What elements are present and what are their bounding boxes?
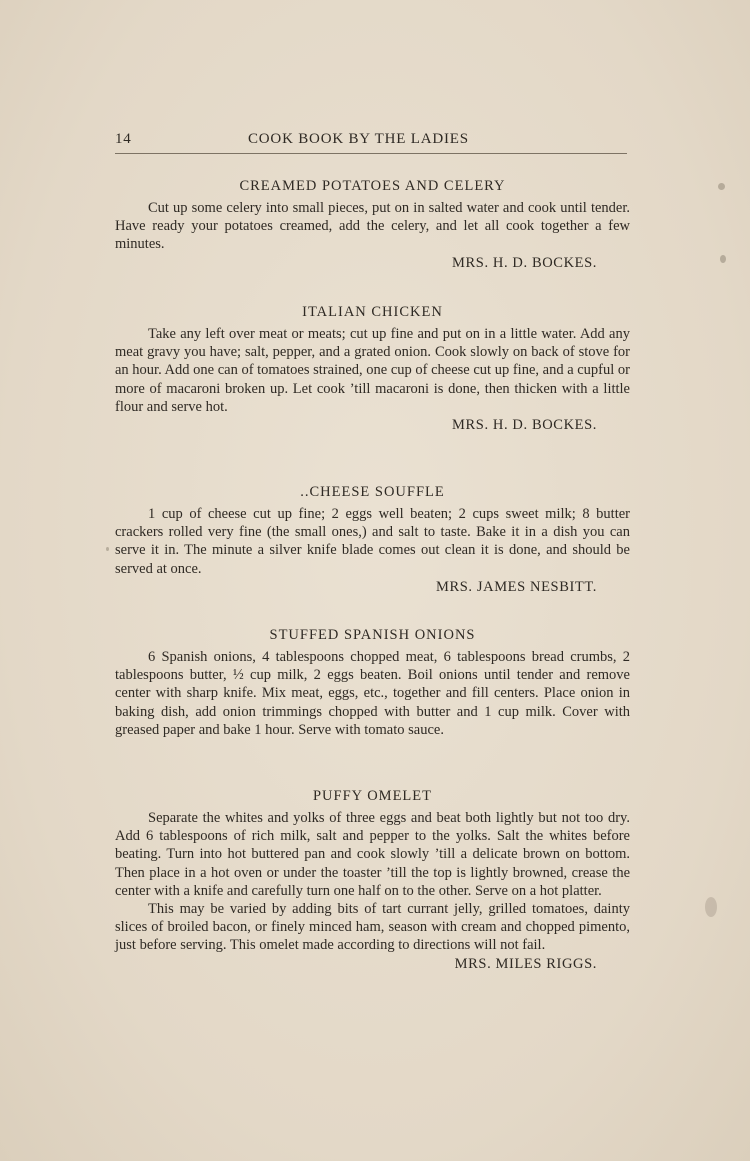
recipe-cheese-souffle [115, 484, 630, 596]
page-number: 14 [115, 131, 132, 147]
recipe-text: Separate the whites and yolks of three eggs and beat both lightly but not too dry. Add 6 tablespoons of rich milk, salt and pepper to the yolks. Salt the whites before beating. Turn into hot buttered pan and cook slowly ’till a delicate brown on bottom. Then place in a hot oven or under the toaster ’till the top is lightly browned, crease the center with a knife and carefully turn one half on to the other. Serve on a hot platter. [115, 810, 630, 899]
recipe-title: ITALIAN CHICKEN [302, 304, 443, 320]
paper-blemish [720, 255, 726, 263]
recipe-title: PUFFY OMELET [312, 788, 432, 804]
recipe-title: ..CHEESE SOUFFLE [300, 484, 445, 500]
recipe-text: Take any left over meat or meats; cut up fine and put on in a little water. Add any meat gravy you have; salt, pepper, and a grated onion. Cook slowly on back of stove for an hour. Add one can of tomatoes strained, one cup of cheese cut up fine, and a cupful or more of macaroni broken up. Let cook ’till macaroni is done, then thicken with a little flour and serve hot. [115, 326, 630, 415]
recipe-author: MRS. JAMES NESBITT. [436, 578, 597, 595]
recipe-title: CREAMED POTATOES AND CELERY [239, 178, 506, 194]
recipe-text: 1 cup of cheese cut up fine; 2 eggs well beaten; 2 cups sweet milk; 8 butter crackers rolled very fine (the small ones,) and salt to taste. Bake it in a dish you can serve it in. The minute a silver knife blade comes out clean it is done, and should be served at once. [115, 506, 630, 577]
header-rule [115, 153, 627, 154]
paper-blemish [705, 897, 717, 917]
recipe-italian-chicken [115, 304, 630, 434]
paper-blemish [106, 547, 109, 551]
recipe-text: This may be varied by adding bits of tart currant jelly, grilled tomatoes, dainty slices of broiled bacon, or finely minced ham, season with cream and chopped pimento, just before serving. This omelet made according to directions will not fail. [115, 901, 630, 954]
recipe-text: Cut up some celery into small pieces, put on in salted water and cook until tender. Have ready your potatoes creamed, add the celery, and let all cook together a few minutes. [115, 200, 630, 253]
recipe-puffy-omelet [115, 788, 630, 973]
recipe-stuffed-onions [115, 627, 630, 739]
recipe-author: MRS. H. D. BOCKES. [452, 417, 597, 434]
recipe-title: STUFFED SPANISH ONIONS [269, 627, 476, 643]
recipe-author: MRS. H. D. BOCKES. [452, 254, 597, 271]
recipe-author: MRS. MILES RIGGS. [454, 955, 597, 972]
recipe-creamed-potatoes [115, 178, 630, 272]
paper-blemish [718, 183, 725, 190]
running-title: COOK BOOK BY THE LADIES [248, 131, 469, 147]
recipe-text: 6 Spanish onions, 4 tablespoons chopped meat, 6 tablespoons bread crumbs, 2 tablespoons butter, ½ cup milk, 2 eggs beaten. Boil onions until tender and remove center with sharp knife. Mix meat, eggs, etc., together and fill centers. Place onion in baking dish, add onion trimmings chopped with butter and 1 cup milk. Cover with greased paper and bake 1 hour. Serve with tomato sauce. [115, 649, 630, 738]
